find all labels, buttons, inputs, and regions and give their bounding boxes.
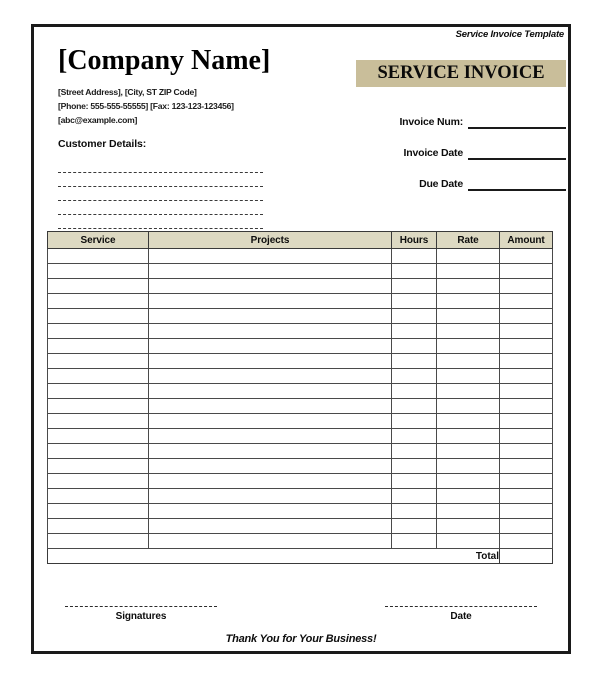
table-row (48, 444, 553, 459)
table-cell[interactable] (500, 249, 553, 264)
signature-label: Signatures (115, 611, 167, 622)
table-cell[interactable] (48, 324, 149, 339)
table-row (48, 279, 553, 294)
table-cell[interactable] (149, 474, 392, 489)
table-cell[interactable] (149, 384, 392, 399)
table-cell[interactable] (392, 444, 437, 459)
table-cell[interactable] (437, 369, 500, 384)
table-cell[interactable] (437, 444, 500, 459)
table-cell[interactable] (500, 489, 553, 504)
table-cell[interactable] (149, 309, 392, 324)
table-cell[interactable] (500, 504, 553, 519)
table-cell[interactable] (48, 249, 149, 264)
table-cell[interactable] (149, 459, 392, 474)
table-cell[interactable] (392, 519, 437, 534)
table-cell[interactable] (48, 279, 149, 294)
thank-you-message: Thank You for Your Business! (225, 633, 377, 645)
table-cell[interactable] (48, 309, 149, 324)
table-cell[interactable] (500, 369, 553, 384)
table-cell[interactable] (437, 459, 500, 474)
table-cell[interactable] (500, 399, 553, 414)
column-header-service: Service (48, 232, 149, 249)
table-cell[interactable] (392, 279, 437, 294)
invoice-meta-label: Invoice Num: (399, 116, 463, 128)
table-cell[interactable] (437, 309, 500, 324)
table-cell[interactable] (392, 489, 437, 504)
service-invoice-banner (356, 60, 566, 87)
table-cell[interactable] (500, 294, 553, 309)
table-cell[interactable] (48, 444, 149, 459)
table-cell[interactable] (48, 264, 149, 279)
table-row (48, 459, 553, 474)
invoice-meta-input[interactable] (468, 146, 566, 160)
table-row (48, 489, 553, 504)
table-row (48, 264, 553, 279)
table-cell[interactable] (500, 339, 553, 354)
table-cell[interactable] (500, 414, 553, 429)
table-cell[interactable] (48, 399, 149, 414)
table-cell[interactable] (392, 504, 437, 519)
date-rule (385, 605, 537, 607)
total-label-cell: Total (48, 549, 500, 564)
table-cell[interactable] (437, 399, 500, 414)
table-cell[interactable] (500, 324, 553, 339)
table-cell[interactable] (149, 429, 392, 444)
table-cell[interactable] (392, 429, 437, 444)
table-cell[interactable] (437, 279, 500, 294)
table-cell[interactable] (48, 414, 149, 429)
table-cell[interactable] (392, 249, 437, 264)
table-cell[interactable] (149, 324, 392, 339)
table-cell[interactable] (437, 339, 500, 354)
table-cell[interactable] (392, 294, 437, 309)
table-cell[interactable] (392, 399, 437, 414)
table-cell[interactable] (149, 369, 392, 384)
table-cell[interactable] (500, 519, 553, 534)
table-cell[interactable] (437, 324, 500, 339)
table-cell[interactable] (149, 504, 392, 519)
table-cell[interactable] (392, 534, 437, 549)
invoice-meta-row (334, 177, 566, 191)
table-row (48, 474, 553, 489)
company-email-line: [abc@example.com] (58, 114, 138, 125)
table-cell[interactable] (500, 459, 553, 474)
table-cell[interactable] (392, 414, 437, 429)
column-header-projects: Projects (149, 232, 392, 249)
table-row (48, 369, 553, 384)
table-cell[interactable] (392, 339, 437, 354)
customer-detail-line[interactable] (58, 173, 263, 187)
table-cell[interactable] (149, 444, 392, 459)
table-cell[interactable] (437, 414, 500, 429)
table-row (48, 399, 553, 414)
customer-details-block (58, 138, 288, 229)
customer-details-title: Customer Details: (58, 138, 147, 150)
table-cell[interactable] (48, 504, 149, 519)
table-row (48, 414, 553, 429)
table-cell[interactable] (149, 534, 392, 549)
table-cell[interactable] (48, 294, 149, 309)
table-cell[interactable] (437, 429, 500, 444)
table-cell[interactable] (500, 354, 553, 369)
invoice-meta-input[interactable] (468, 115, 566, 129)
table-cell[interactable] (500, 444, 553, 459)
table-cell[interactable] (437, 489, 500, 504)
table-row (48, 384, 553, 399)
invoice-table-header-row (48, 232, 553, 249)
invoice-page (31, 24, 571, 654)
table-cell[interactable] (500, 264, 553, 279)
company-name: [Company Name] (58, 45, 271, 76)
table-cell[interactable] (500, 429, 553, 444)
table-cell[interactable] (48, 339, 149, 354)
table-cell[interactable] (437, 534, 500, 549)
table-row (48, 354, 553, 369)
table-row (48, 339, 553, 354)
column-header-amount: Amount (500, 232, 553, 249)
column-header-rate: Rate (437, 232, 500, 249)
company-address-line: [Street Address], [City, ST ZIP Code] (58, 87, 197, 97)
table-cell[interactable] (48, 459, 149, 474)
customer-detail-line[interactable] (58, 187, 263, 201)
customer-detail-line[interactable] (58, 159, 263, 173)
customer-detail-line[interactable] (58, 215, 263, 229)
table-cell[interactable] (48, 369, 149, 384)
table-cell[interactable] (437, 264, 500, 279)
table-cell[interactable] (149, 279, 392, 294)
table-cell[interactable] (48, 429, 149, 444)
customer-detail-line[interactable] (58, 201, 263, 215)
table-cell[interactable] (437, 354, 500, 369)
table-cell[interactable] (392, 474, 437, 489)
table-cell[interactable] (437, 474, 500, 489)
table-row (48, 504, 553, 519)
company-contact-line: [Phone: 555-555-55555] [Fax: 123-123-123456] (58, 100, 234, 111)
table-cell[interactable] (149, 294, 392, 309)
table-cell[interactable] (48, 354, 149, 369)
invoice-footer (34, 571, 568, 651)
table-cell[interactable] (149, 399, 392, 414)
table-cell[interactable] (392, 264, 437, 279)
invoice-table-body (48, 249, 553, 549)
table-cell[interactable] (48, 384, 149, 399)
table-cell[interactable] (437, 384, 500, 399)
table-cell[interactable] (392, 369, 437, 384)
table-cell[interactable] (392, 309, 437, 324)
invoice-table-wrapper (47, 231, 552, 564)
table-cell[interactable] (48, 489, 149, 504)
table-cell[interactable] (500, 279, 553, 294)
table-cell[interactable] (392, 384, 437, 399)
service-invoice-banner-title: SERVICE INVOICE (377, 63, 545, 83)
invoice-meta-label: Invoice Date (403, 147, 463, 159)
table-row (48, 534, 553, 549)
table-cell[interactable] (149, 414, 392, 429)
table-cell[interactable] (437, 249, 500, 264)
date-field[interactable] (366, 605, 556, 622)
table-row (48, 324, 553, 339)
table-cell[interactable] (149, 354, 392, 369)
invoice-meta-row (334, 115, 566, 129)
invoice-table (47, 231, 553, 564)
customer-details-lines (58, 159, 288, 229)
table-cell[interactable] (500, 534, 553, 549)
table-row (48, 519, 553, 534)
signature-rule (65, 605, 217, 607)
table-cell[interactable] (48, 534, 149, 549)
table-cell[interactable] (500, 474, 553, 489)
table-cell[interactable] (437, 519, 500, 534)
table-cell[interactable] (149, 264, 392, 279)
invoice-meta-label: Due Date (419, 178, 463, 190)
table-cell[interactable] (437, 504, 500, 519)
table-row (48, 309, 553, 324)
table-row (48, 294, 553, 309)
table-cell[interactable] (392, 459, 437, 474)
table-cell[interactable] (500, 384, 553, 399)
table-cell[interactable] (48, 474, 149, 489)
company-block (58, 47, 348, 128)
date-label: Date (450, 611, 472, 622)
invoice-total-row (48, 549, 553, 564)
total-value-cell[interactable] (500, 549, 553, 564)
table-row (48, 429, 553, 444)
table-cell[interactable] (149, 519, 392, 534)
template-caption: Service Invoice Template (455, 29, 564, 40)
invoice-meta-input[interactable] (468, 177, 566, 191)
invoice-meta-row (334, 146, 566, 160)
table-cell[interactable] (149, 249, 392, 264)
table-row (48, 249, 553, 264)
column-header-hours: Hours (392, 232, 437, 249)
table-cell[interactable] (48, 519, 149, 534)
invoice-meta-block (334, 115, 566, 208)
table-cell[interactable] (392, 324, 437, 339)
signature-field[interactable] (46, 605, 236, 622)
table-cell[interactable] (149, 489, 392, 504)
table-cell[interactable] (392, 354, 437, 369)
table-cell[interactable] (500, 309, 553, 324)
table-cell[interactable] (437, 294, 500, 309)
table-cell[interactable] (149, 339, 392, 354)
